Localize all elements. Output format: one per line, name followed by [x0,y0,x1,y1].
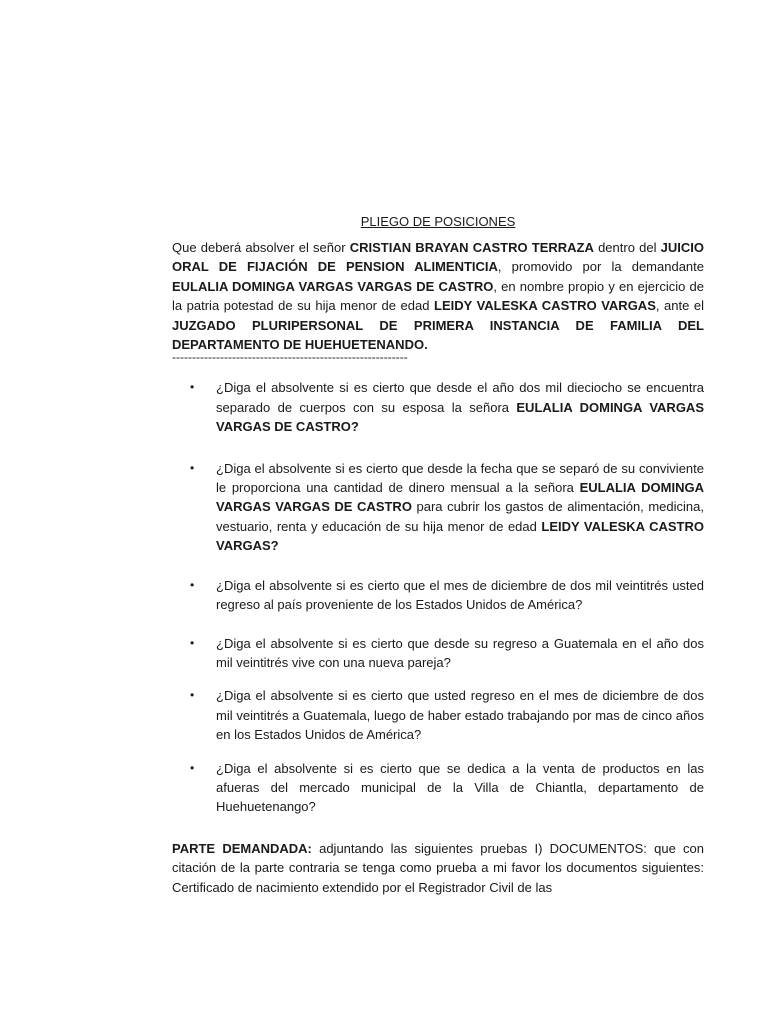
intro-text-4: , en nombre propio y en ejercicio de la patria potestad de su hija menor de edad [172,278,704,314]
question-text: ¿Diga el absolvente si es cierto que desde el año dos mil dieciocho se encuentra separado de cuerpos con su esposa la señora [216,380,704,415]
question-text: ¿Diga el absolvente si es cierto que desde la fecha que se separó de su conviviente le proporciona una cantidad de dinero mensual a la señora [216,460,704,496]
minor-name: LEIDY VALESKA CASTRO VARGAS [434,298,656,314]
bullet-icon: • [190,577,195,592]
document-title: PLIEGO DE POSICIONES [360,214,516,229]
intro-text-2: dentro del [593,240,661,255]
bullet-icon: • [190,380,195,395]
question-bold: EULALIA DOMINGA VARGAS VARGAS DE CASTRO? [216,399,704,435]
document-page [172,212,704,910]
question-text: ¿Diga el absolvente si es cierto que el mes de diciembre de dos mil veintitrés usted regreso al país proveniente de los Estados Unidos de América? [216,577,704,613]
list-item [172,634,704,673]
intro-paragraph [172,238,704,354]
intro-text-3: , promovido por la demandante [497,259,704,275]
closing-paragraph [172,839,704,897]
question-text: ¿Diga el absolvente si es cierto que se dedica a la venta de productos en las afueras del mercado municipal de la Villa de Chiantla, departamento de Huehuetenango? [216,760,704,815]
case-type: JUICIO ORAL DE FIJACIÓN DE PENSION ALIMENTICIA [172,240,704,275]
list-item [172,378,704,436]
bullet-icon: • [190,688,195,703]
list-item [172,459,704,556]
intro-text-5: , ante el [655,298,704,314]
question-bold: EULALIA DOMINGA VARGAS VARGAS DE CASTRO [216,480,704,515]
intro-text-1: Que deberá absolver el señor [172,240,350,255]
court-name: JUZGADO PLURIPERSONAL DE PRIMERA INSTANCIA DE FAMILIA DEL DEPARTAMENTO DE HUEHUETENANDO. [172,317,704,353]
bullet-icon: • [190,460,195,475]
absolvent-name: CRISTIAN BRAYAN CASTRO TERRAZA [349,240,594,255]
list-item [172,759,704,817]
question-text: ¿Diga el absolvente si es cierto que usted regreso en el mes de diciembre de dos mil veintitrés a Guatemala, luego de haber estado trabajando por mas de cinco años en los Estados Unidos de América? [216,688,704,743]
dash-line: ----------------------------------------------------------- [172,350,408,365]
list-item [172,686,704,744]
bullet-icon: • [190,760,195,775]
question-text: ¿Diga el absolvente si es cierto que desde su regreso a Guatemala en el año dos mil veintitrés vive con una nueva pareja? [216,635,704,670]
question-text: para cubrir los gastos de alimentación, medicina, vestuario, renta y educación de su hija menor de edad [216,499,704,534]
closing-text: adjuntando las siguientes pruebas I) DOCUMENTOS: que con citación de la parte contraria se tenga como prueba a mi favor los documentos siguientes: Certificado de nacimiento extendido por el Registrador Civil de las [172,840,704,895]
plaintiff-name: EULALIA DOMINGA VARGAS VARGAS DE CASTRO [172,278,494,294]
questions-list [172,378,704,816]
bullet-icon: • [190,635,195,650]
section-label: PARTE DEMANDADA: [172,840,312,856]
list-item [172,576,704,615]
question-bold: LEIDY VALESKA CASTRO VARGAS? [216,518,704,554]
